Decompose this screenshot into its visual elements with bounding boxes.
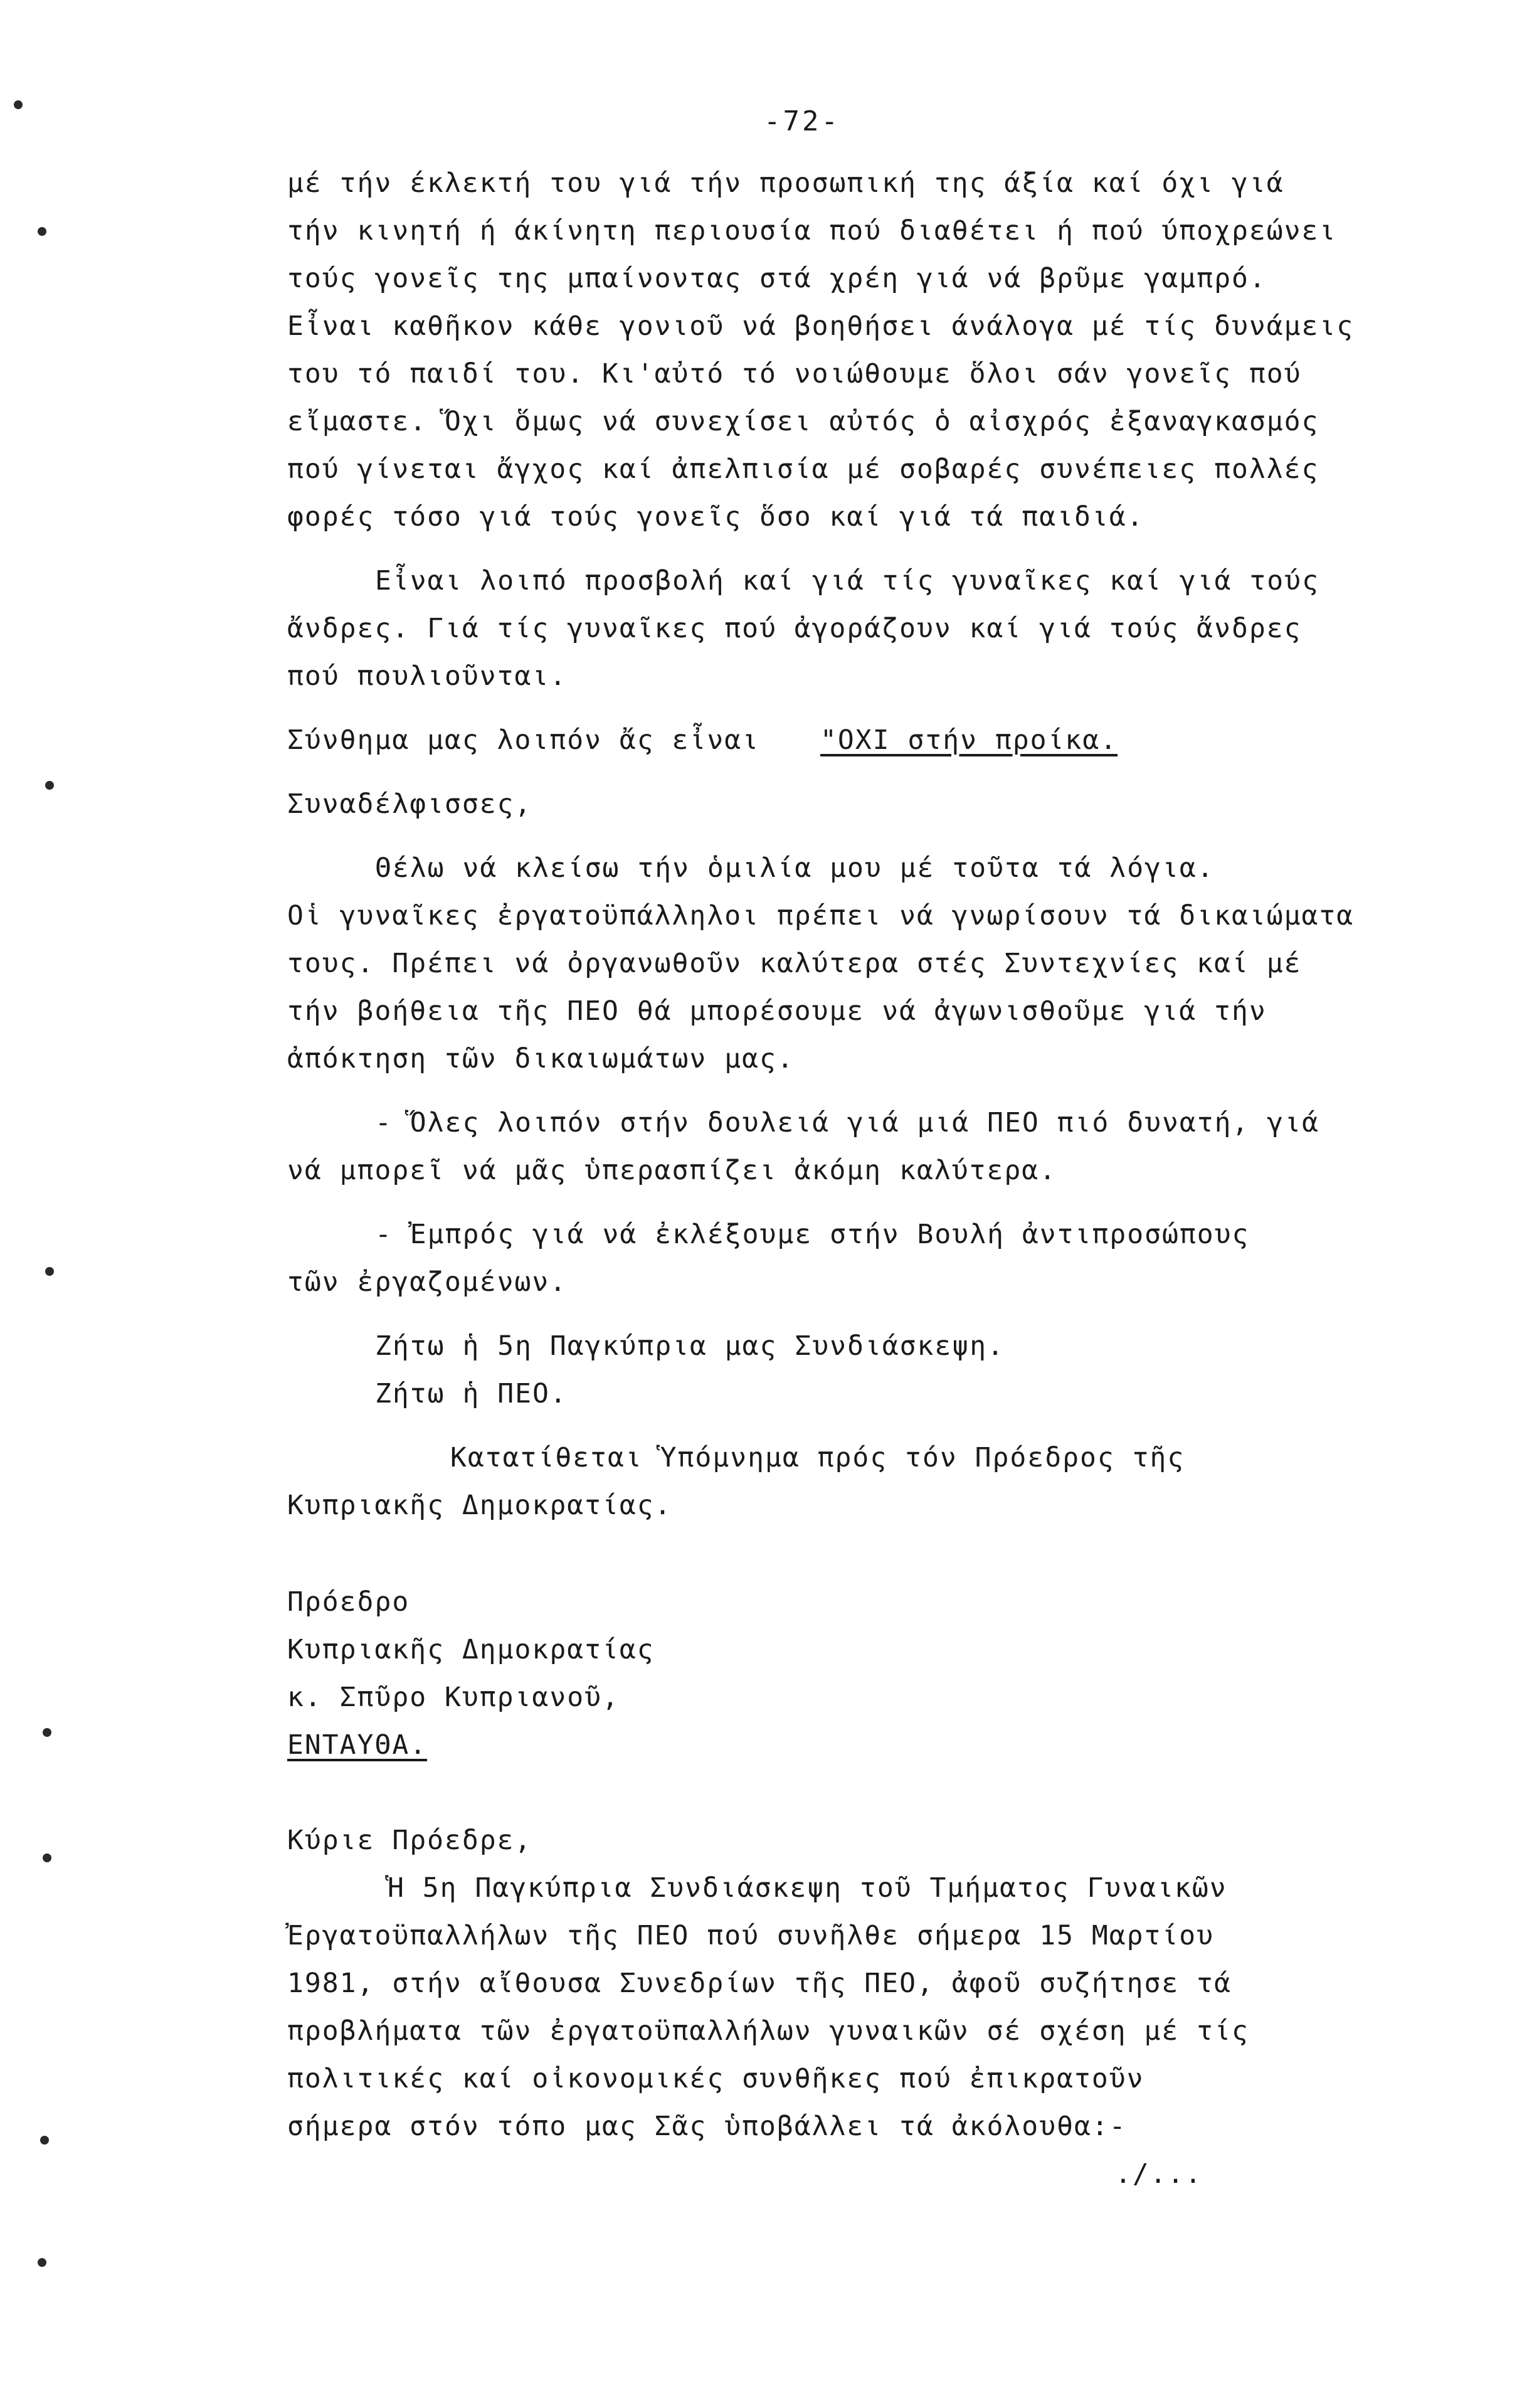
- text-line: ἀπόκτηση τῶν δικαιωμάτων μας.: [287, 1043, 795, 1074]
- text-line: μέ τήν έκλεκτή του γιά τήν προσωπική της άξία καί όχι γιά: [287, 167, 1284, 199]
- margin-mark: [38, 227, 46, 236]
- salutation: Κύριε Πρόεδρε,: [287, 1825, 532, 1856]
- text-line: εἴμαστε. Ὅχι ὅμως νά συνεχίσει αὐτός ὁ αἰσχρός ἐξαναγκασμός: [287, 406, 1319, 437]
- addressee-line: κ. Σπῦρο Κυπριανοῦ,: [287, 1682, 620, 1713]
- addressee-line: Πρόεδρο: [287, 1586, 410, 1618]
- margin-mark: [38, 2258, 46, 2267]
- page-number: -72-: [764, 105, 840, 137]
- text-line: Ἡ 5η Παγκύπρια Συνδιάσκεψη τοῦ Τμήματος Γυναικῶν: [388, 1872, 1227, 1904]
- text-line: τήν βοήθεια τῆς ΠΕΟ θά μπορέσουμε νά ἀγωνισθοῦμε γιά τήν: [287, 995, 1267, 1027]
- text-line: Ζήτω ἡ 5η Παγκύπρια μας Συνδιάσκεψη.: [375, 1330, 1005, 1362]
- text-line: - Ἐμπρός γιά νά ἐκλέξουμε στήν Βουλή ἀντιπροσώπους: [375, 1219, 1250, 1250]
- slogan-text: "ΟΧΙ στήν προίκα.: [820, 724, 1118, 756]
- text-line: πολιτικές καί οἰκονομικές συνθῆκες πού ἐπικρατοῦν: [287, 2063, 1144, 2094]
- text-line: Σύνθημα μας λοιπόν ἄς εἶναι: [287, 724, 759, 756]
- text-line: τούς γονεῖς της μπαίνοντας στά χρέη γιά νά βρῦμε γαμπρό.: [287, 263, 1267, 294]
- margin-mark: [43, 1854, 51, 1862]
- text-line: Κυπριακῆς Δημοκρατίας.: [287, 1490, 672, 1521]
- text-line: - Ὅλες λοιπόν στήν δουλειά γιά μιά ΠΕΟ πιό δυνατή, γιά: [375, 1107, 1319, 1138]
- text-line: προβλήματα τῶν ἐργατοϋπαλλήλων γυναικῶν σέ σχέση μέ τίς: [287, 2015, 1249, 2047]
- text-line: Ἐργατοϋπαλλήλων τῆς ΠΕΟ πού συνῆλθε σήμερα 15 Μαρτίου: [287, 1920, 1215, 1951]
- margin-mark: [45, 1267, 54, 1276]
- text-line: πού γίνεται ἄγχος καί ἀπελπισία μέ σοβαρές συνέπειες πολλές: [287, 453, 1319, 485]
- salutation: Συναδέλφισσες,: [287, 788, 532, 820]
- addressee-line: Κυπριακῆς Δημοκρατίας: [287, 1634, 655, 1665]
- text-line: του τό παιδί του. Κι'αὐτό τό νοιώθουμε ὅλοι σάν γονεῖς πού: [287, 358, 1302, 390]
- text-line: νά μπορεῖ νά μᾶς ὑπερασπίζει ἀκόμη καλύτερα.: [287, 1155, 1057, 1186]
- text-line: πού πουλιοῦνται.: [287, 660, 568, 692]
- text-line: ἄνδρες. Γιά τίς γυναῖκες πού ἀγοράζουν καί γιά τούς ἄνδρες: [287, 613, 1302, 644]
- margin-mark: [14, 100, 23, 109]
- text-line: 1981, στήν αἴθουσα Συνεδρίων τῆς ΠΕΟ, ἀφοῦ συζήτησε τά: [287, 1968, 1232, 1999]
- margin-mark: [40, 2136, 49, 2145]
- text-line: φορές τόσο γιά τούς γονεῖς ὅσο καί γιά τά παιδιά.: [287, 501, 1144, 533]
- text-line: Ζήτω ἡ ΠΕΟ.: [375, 1378, 568, 1409]
- margin-mark: [45, 781, 54, 790]
- text-line: Κατατίθεται Ὑπόμνημα πρός τόν Πρόεδρος τῆς: [450, 1442, 1185, 1473]
- margin-mark: [43, 1728, 51, 1737]
- text-line: Εἶναι καθῆκον κάθε γονιοῦ νά βοηθήσει άνάλογα μέ τίς δυνάμεις: [287, 310, 1355, 342]
- text-line: τῶν ἐργαζομένων.: [287, 1266, 568, 1298]
- text-line: Εἶναι λοιπό προσβολή καί γιά τίς γυναῖκες καί γιά τούς: [375, 565, 1319, 597]
- text-line: τους. Πρέπει νά ὀργανωθοῦν καλύτερα στές Συντεχνίες καί μέ: [287, 948, 1302, 979]
- text-line: Οἱ γυναῖκες ἐργατοϋπάλληλοι πρέπει νά γνωρίσουν τά δικαιώματα: [287, 900, 1355, 931]
- text-line: τήν κινητή ή άκίνητη περιουσία πού διαθέτει ή πού ύποχρεώνει: [287, 215, 1337, 247]
- text-line: σήμερα στόν τόπο μας Σᾶς ὑποβάλλει τά ἀκόλουθα:-: [287, 2111, 1127, 2142]
- addressee-line: ΕΝΤΑΥΘΑ.: [287, 1729, 428, 1761]
- text-line: Θέλω νά κλείσω τήν ὁμιλία μου μέ τοῦτα τά λόγια.: [375, 852, 1215, 884]
- continuation-mark: ./...: [1115, 2158, 1203, 2190]
